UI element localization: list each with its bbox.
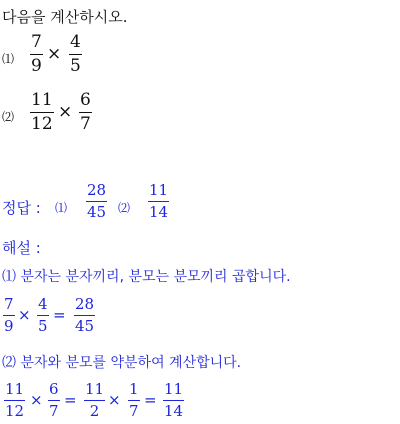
denominator: 45 [87,203,107,221]
numerator: 28 [75,295,95,313]
denominator: 12 [5,402,25,420]
denominator: 12 [31,114,53,134]
numerator: 1 [129,380,139,398]
numerator: 4 [70,32,81,52]
numerator: 11 [164,380,184,398]
numerator: 7 [4,295,14,313]
step-2-fraction-3 [84,382,105,419]
problem-1-fraction-a [30,34,43,75]
step-1-result-fraction [74,297,95,334]
times-operator: × [30,391,43,409]
numerator: 7 [31,32,42,52]
equals-sign: = [53,306,66,324]
problem-2-fraction-a [30,92,54,133]
equals-sign: = [64,391,77,409]
numerator: 28 [87,181,107,199]
answer-2-label: ⑵ [118,201,131,215]
answer-1-fraction [86,183,107,220]
step-1-fraction-1 [3,297,15,334]
problem-title: 다음을 계산하시오. [2,8,128,26]
problem-1-label: ⑴ [2,52,15,66]
numerator: 11 [31,90,53,110]
times-operator: × [47,44,62,64]
step-2-result-fraction [163,382,184,419]
numerator: 6 [49,380,59,398]
numerator: 6 [80,90,91,110]
denominator: 7 [49,402,59,420]
denominator: 7 [80,114,91,134]
denominator: 14 [164,402,184,420]
numerator: 11 [5,380,25,398]
step-2-fraction-4 [128,382,140,419]
solution-step-2-text: ⑵ 분자와 분모를 약분하여 계산합니다. [2,355,242,371]
solution-step-1-text: ⑴ 분자는 분자끼리, 분모는 분모끼리 곱합니다. [2,269,291,285]
denominator: 7 [129,402,139,420]
denominator: 9 [4,317,14,335]
answer-2-fraction [148,183,169,220]
times-operator: × [18,306,31,324]
solution-heading: 해설 : [2,239,41,257]
step-2-fraction-1 [4,382,25,419]
numerator: 11 [85,380,105,398]
denominator: 45 [75,317,95,335]
denominator: 14 [149,203,169,221]
times-operator: × [108,391,121,409]
problem-2-fraction-b [79,92,92,133]
denominator: 5 [70,56,81,76]
denominator: 2 [89,402,100,420]
answer-1-label: ⑴ [55,201,68,215]
numerator: 4 [38,295,48,313]
problem-2-label: ⑵ [2,110,15,124]
step-2-fraction-2 [48,382,60,419]
equals-sign: = [144,391,157,409]
problem-1-fraction-b [69,34,82,75]
times-operator: × [58,102,73,122]
step-1-fraction-2 [37,297,49,334]
numerator: 11 [149,181,169,199]
denominator: 9 [31,56,42,76]
answer-heading: 정답 : [2,199,41,217]
denominator: 5 [38,317,48,335]
